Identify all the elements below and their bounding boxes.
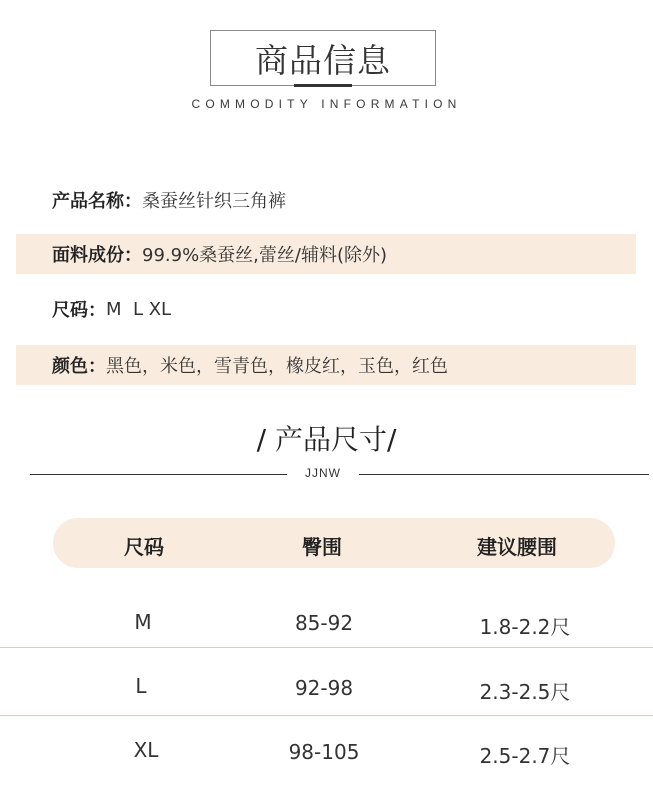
row-divider [0, 647, 653, 648]
column-header-size: 尺码 [124, 535, 164, 559]
column-header-waist: 建议腰围 [477, 535, 557, 559]
table-cell-waist: 2.3-2.5尺 [479, 680, 571, 704]
info-value: 99.9%桑蚕丝,蕾丝/辅料(除外) [142, 245, 388, 266]
info-label: 尺码： [52, 300, 106, 321]
table-cell-size: L [135, 674, 147, 698]
info-label: 产品名称： [52, 191, 142, 212]
table-cell-hip: 85-92 [294, 611, 354, 635]
table-cell-waist: 2.5-2.7尺 [479, 744, 571, 768]
table-cell-waist: 1.8-2.2尺 [479, 615, 571, 639]
row-divider [0, 715, 653, 716]
table-cell-size: XL [133, 738, 159, 762]
divider-right [359, 474, 649, 475]
table-cell-size: M [134, 610, 152, 634]
info-value: 黑色，米色，雪青色，橡皮红，玉色，红色 [106, 356, 448, 377]
page-title [210, 30, 436, 86]
info-value: 桑蚕丝针织三角裤 [142, 191, 286, 212]
size-section-title: / 产品尺寸/ [256, 423, 397, 456]
info-row-fabric [16, 234, 636, 274]
info-value: M L XL [106, 298, 172, 320]
table-cell-hip: 98-105 [288, 740, 360, 764]
divider-left [30, 474, 287, 475]
page-subtitle-en: COMMODITY INFORMATION [191, 97, 462, 111]
brand-logo: JJNW [305, 466, 341, 480]
info-row-size [16, 289, 636, 329]
title-underline [294, 84, 352, 87]
info-label: 颜色： [52, 356, 106, 377]
page-title-cn: 商品信息 [255, 40, 391, 80]
column-header-hip: 臀围 [302, 535, 342, 559]
info-label: 面料成份： [52, 245, 142, 266]
table-cell-hip: 92-98 [294, 676, 354, 700]
info-row-name [16, 180, 636, 220]
info-row-color [16, 345, 636, 385]
